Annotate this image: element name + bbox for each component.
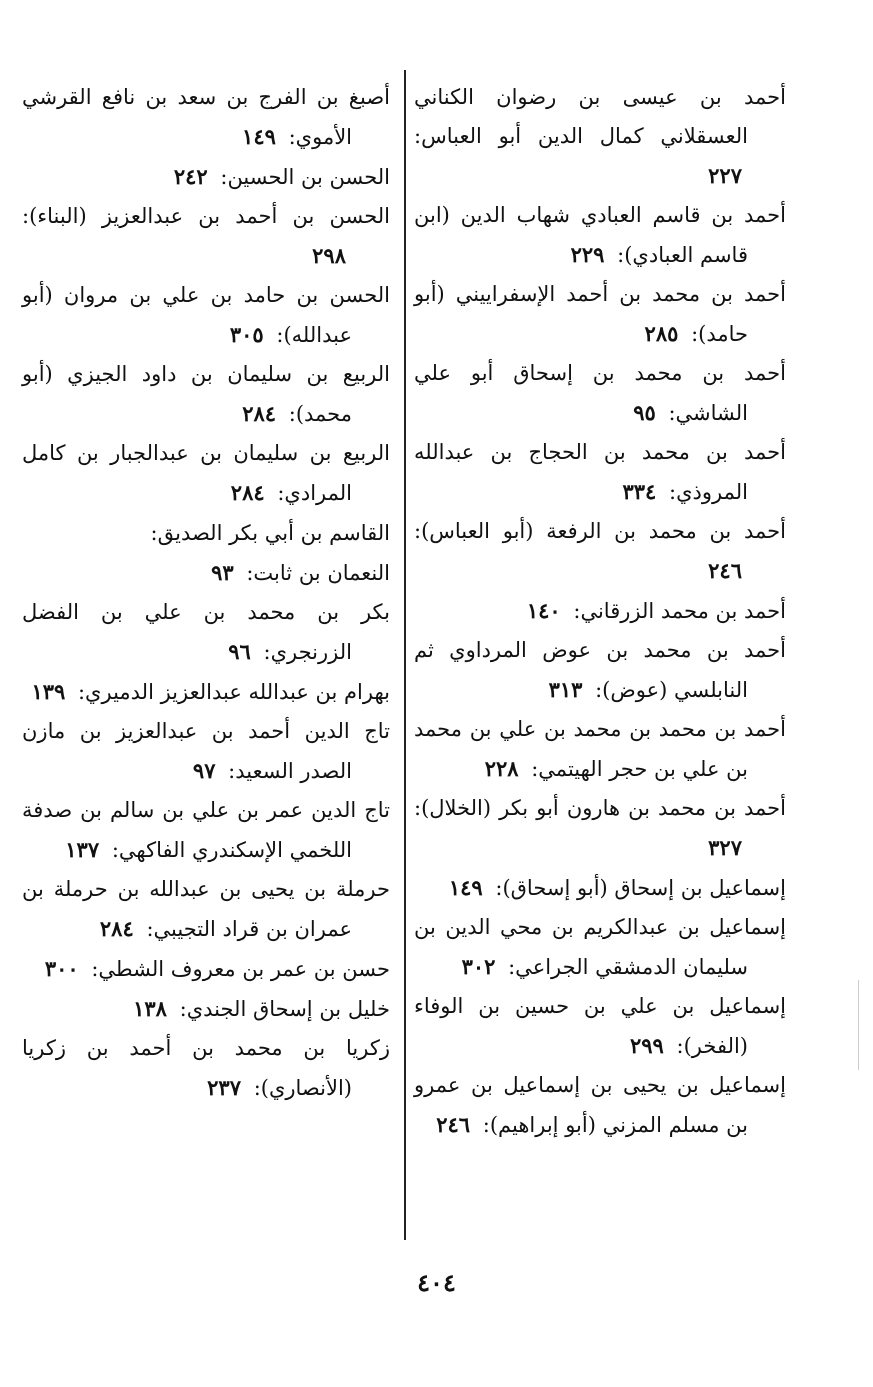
index-entry	[414, 631, 786, 710]
index-entry	[414, 710, 786, 789]
page-number: ٤٠٤	[417, 1268, 456, 1297]
entry-name: القاسم بن أبي بكر الصديق:	[150, 521, 390, 545]
scan-edge-mark	[858, 980, 859, 1070]
index-entry	[414, 275, 786, 354]
index-entry	[22, 276, 390, 355]
entry-page-number: ٢٩٩	[630, 1033, 664, 1058]
entry-name: أحمد بن محمد بن الحجاج بن عبدالله المروذي:	[414, 440, 786, 504]
entry-page-number: ١٤٩	[242, 124, 276, 149]
entry-page-number: ٣٢٧	[708, 835, 742, 860]
index-entry	[414, 789, 786, 868]
entry-name: إسماعيل بن عبدالكريم بن محي الدين بن سليمان الدمشقي الجراعي:	[414, 915, 786, 979]
index-entry	[414, 868, 786, 908]
entry-page-number: ٣١٣	[548, 677, 583, 702]
entry-name: بهرام بن عبدالله عبدالعزيز الدميري:	[77, 680, 390, 704]
entry-name: الربيع بن سليمان بن داود الجيزي (أبو محمد):	[22, 362, 390, 426]
entry-name: إسماعيل بن يحيى بن إسماعيل بن عمرو بن مسلم المزني (أبو إبراهيم):	[414, 1073, 786, 1137]
entry-name: حسن بن عمر بن معروف الشطي:	[91, 957, 390, 981]
index-entry	[22, 78, 390, 157]
index-entry	[22, 870, 390, 949]
entry-page-number: ٩٧	[192, 758, 216, 783]
entry-name: أحمد بن محمد بن محمد بن علي بن محمد بن علي بن حجر الهيتمي:	[414, 717, 786, 781]
entry-name: أحمد بن عيسى بن رضوان الكناني العسقلاني كمال الدين أبو العباس:	[414, 85, 786, 148]
index-entry	[22, 157, 390, 197]
entry-page-number: ١٤٩	[448, 875, 483, 900]
entry-page-number: ٩٣	[211, 560, 234, 585]
index-entry	[414, 196, 786, 275]
entry-name: الربيع بن سليمان بن عبدالجبار بن كامل المرادي:	[22, 441, 390, 505]
entry-name: أحمد بن محمد بن إسحاق أبو علي الشاشي:	[414, 361, 786, 425]
entry-name: إسماعيل بن إسحاق (أبو إسحاق):	[495, 876, 786, 900]
index-entry	[414, 512, 786, 591]
index-entry	[22, 197, 390, 276]
entry-name: أحمد بن قاسم العبادي شهاب الدين (ابن قاسم العبادي):	[414, 203, 786, 267]
index-entry	[22, 672, 390, 712]
index-column-right	[414, 78, 786, 1145]
index-column-left	[22, 78, 390, 1108]
index-entry	[414, 908, 786, 987]
index-entry	[22, 355, 390, 434]
entry-name: أحمد بن محمد بن الرفعة (أبو العباس):	[414, 519, 786, 543]
index-entry	[414, 591, 786, 631]
entry-page-number: ٣٠٢	[461, 954, 496, 979]
index-entry	[22, 513, 390, 553]
entry-page-number: ١٣٩	[31, 679, 66, 704]
entry-page-number: ٢٣٧	[207, 1075, 241, 1100]
entry-page-number: ٣٠٥	[229, 322, 264, 347]
entry-page-number: ٢٨٤	[230, 480, 265, 505]
index-entry	[22, 791, 390, 870]
entry-page-number: ٣٠٠	[44, 956, 79, 981]
entry-name: النعمان بن ثابت:	[246, 561, 390, 585]
entry-page-number: ٢٨٤	[242, 401, 277, 426]
index-entry	[414, 1066, 786, 1145]
index-entry	[22, 434, 390, 513]
index-entry	[414, 433, 786, 512]
entry-page-number: ١٣٨	[133, 996, 167, 1021]
entry-name: أحمد بن محمد بن هارون أبو بكر (الخلال):	[414, 796, 786, 820]
entry-name: خليل بن إسحاق الجندي:	[179, 997, 390, 1021]
entry-name: الحسن بن الحسين:	[220, 165, 390, 189]
entry-page-number: ٢٢٩	[570, 242, 605, 267]
index-entry	[22, 593, 390, 672]
entry-name: تاج الدين عمر بن علي بن سالم بن صدفة اللخمي الإسكندري الفاكهي:	[22, 798, 390, 862]
entry-page-number: ٩٥	[633, 400, 656, 425]
entry-page-number: ٢٤٢	[173, 164, 208, 189]
entry-name: تاج الدين أحمد بن عبدالعزيز بن مازن الصدر السعيد:	[22, 719, 390, 783]
entry-page-number: ٢٩٨	[312, 243, 346, 268]
entry-name: الحسن بن أحمد بن عبدالعزيز (البناء):	[22, 204, 390, 228]
column-divider	[404, 70, 406, 1240]
entry-name: أصبغ بن الفرج بن سعد بن نافع القرشي الأموي:	[22, 85, 390, 149]
entry-name: حرملة بن يحيى بن عبدالله بن حرملة بن عمران بن قراد التجيبي:	[22, 877, 390, 941]
entry-name: بكر بن محمد بن علي بن الفضل الزرنجري:	[22, 600, 390, 664]
entry-page-number: ٢٤٦	[436, 1112, 471, 1137]
index-entry	[22, 949, 390, 989]
entry-name: أحمد بن محمد بن أحمد الإسفراييني (أبو حامد):	[414, 282, 786, 346]
entry-name: زكريا بن محمد بن أحمد بن زكريا (الأنصاري):	[22, 1036, 390, 1100]
entry-page-number: ٢٢٨	[484, 756, 519, 781]
index-entry	[22, 712, 390, 791]
index-entry	[22, 553, 390, 593]
entry-name: إسماعيل بن علي بن حسين بن الوفاء (الفخر):	[414, 994, 786, 1058]
entry-page-number: ١٤٠	[526, 598, 561, 623]
entry-name: أحمد بن محمد بن عوض المرداوي ثم النابلسي (عوض):	[414, 638, 786, 702]
entry-page-number: ٢٢٧	[708, 163, 742, 188]
entry-page-number: ٢٤٦	[708, 558, 742, 583]
index-entry	[414, 987, 786, 1066]
entry-name: الحسن بن حامد بن علي بن مروان (أبو عبدالله):	[22, 283, 390, 347]
entry-page-number: ٢٨٥	[644, 321, 679, 346]
index-entry	[22, 1029, 390, 1108]
entry-page-number: ٣٣٤	[622, 479, 657, 504]
entry-page-number: ٢٨٤	[99, 916, 134, 941]
index-entry	[22, 989, 390, 1029]
index-entry	[414, 78, 786, 196]
entry-page-number: ١٣٧	[65, 837, 100, 862]
entry-page-number: ٩٦	[228, 639, 251, 664]
index-entry	[414, 354, 786, 433]
entry-name: أحمد بن محمد الزرقاني:	[573, 599, 786, 623]
